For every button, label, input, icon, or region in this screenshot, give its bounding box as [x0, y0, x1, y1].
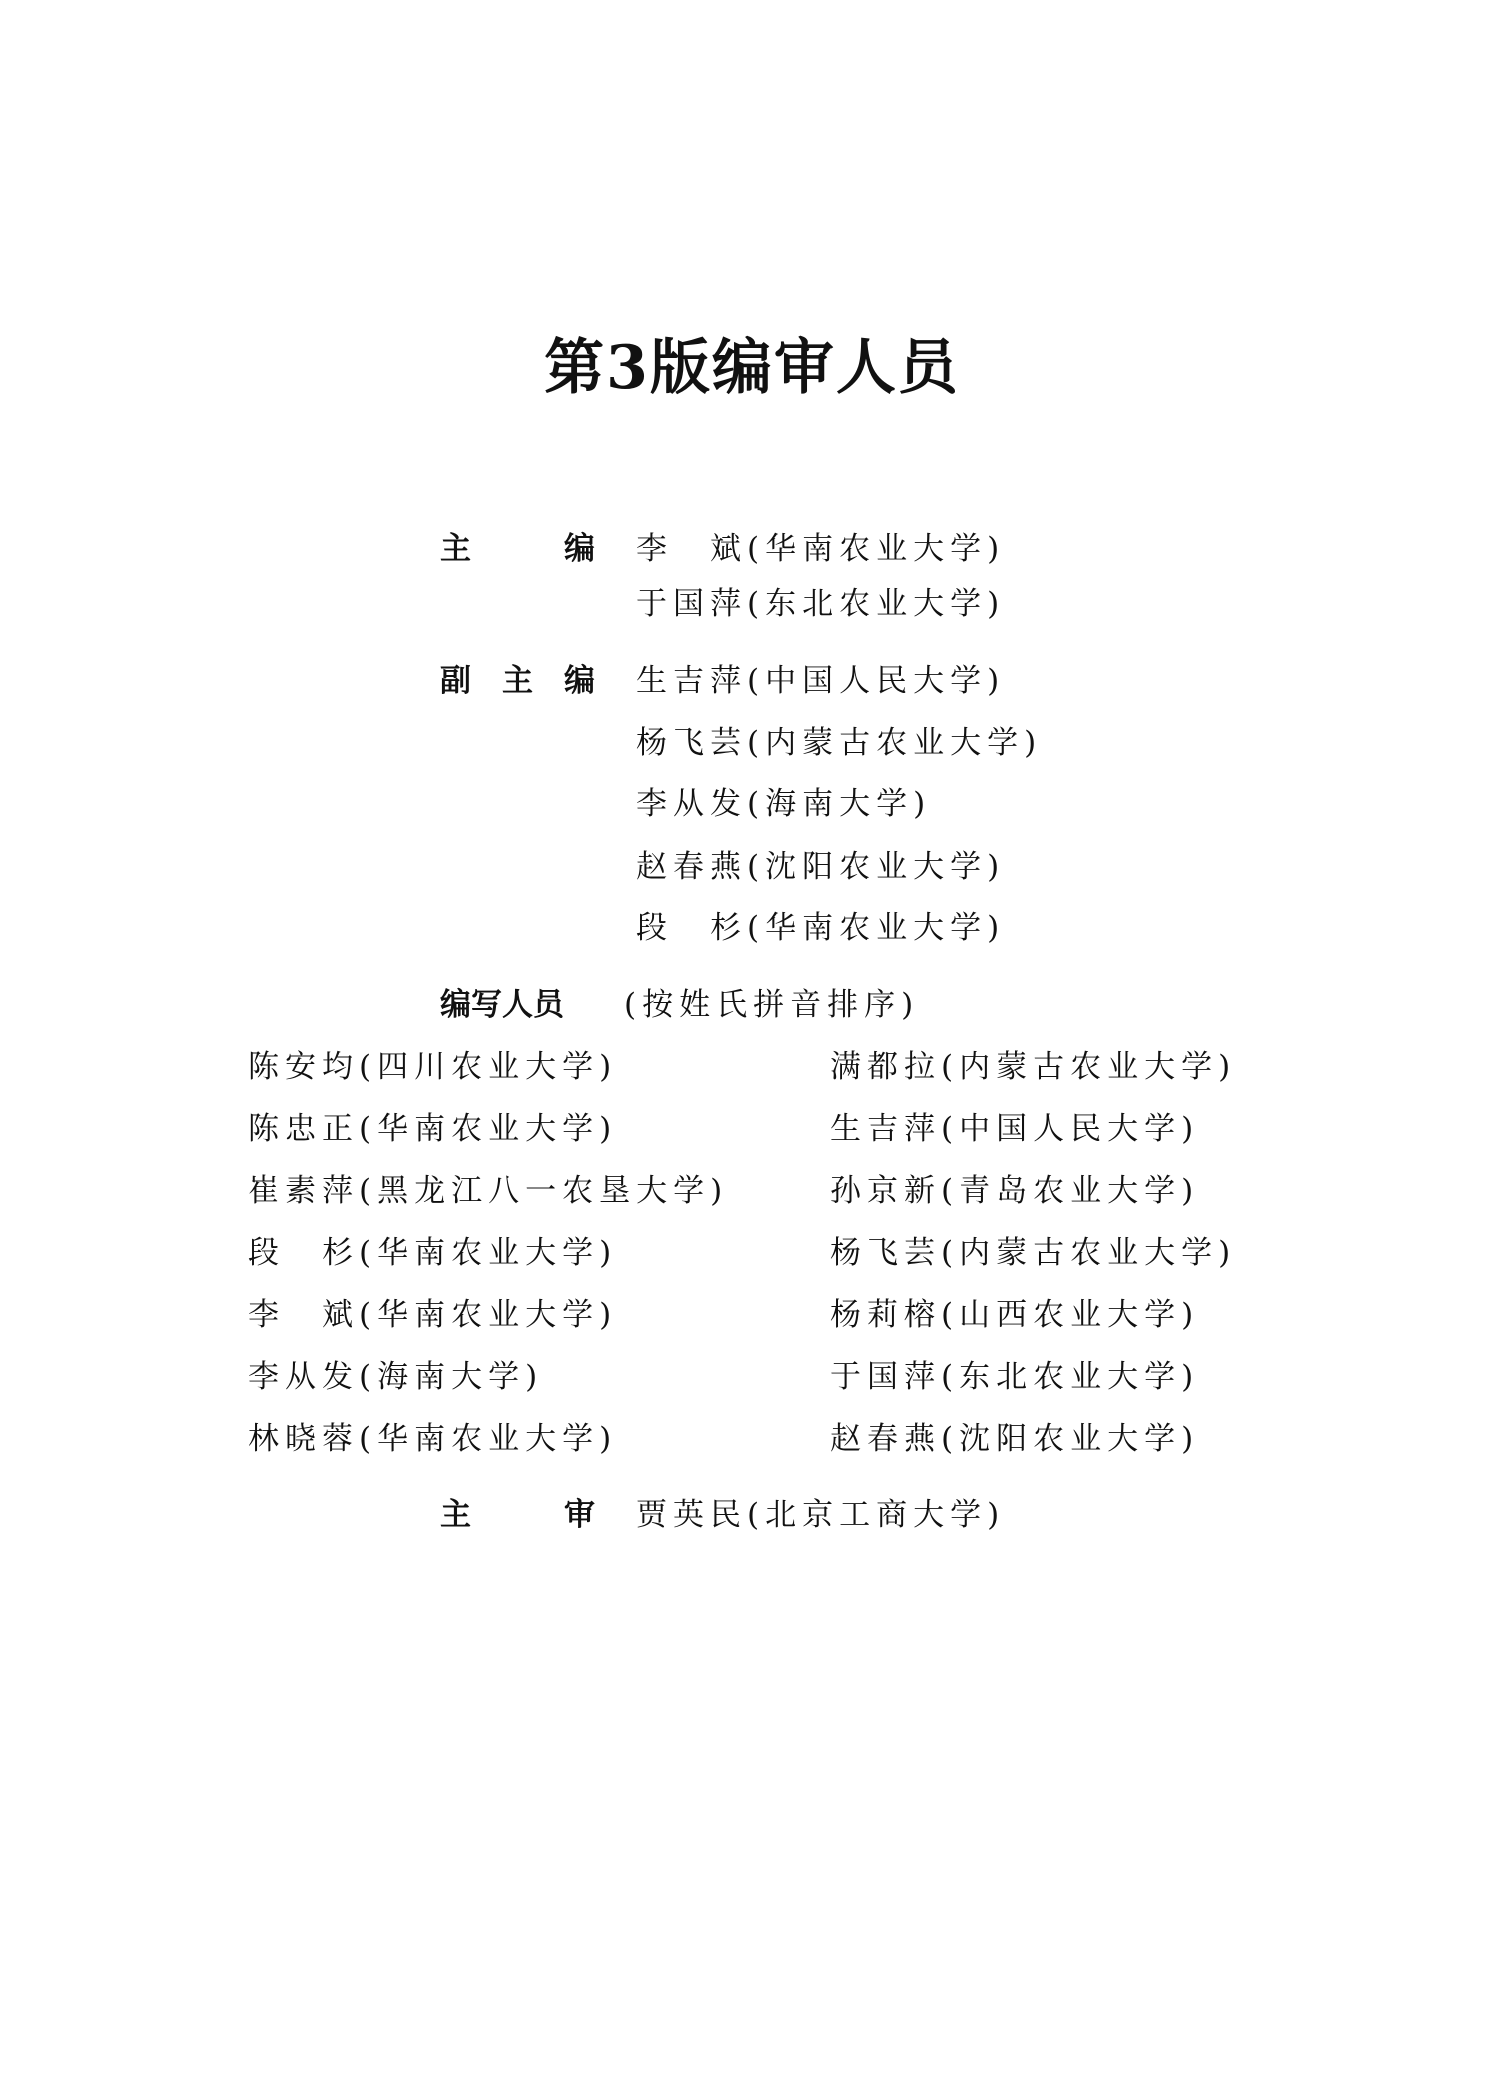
- writer-entry: 杨飞芸(内蒙古农业大学): [830, 1235, 1237, 1271]
- writer-entry: 李从发(海南大学): [248, 1359, 544, 1395]
- chief-reviewer-entry: 贾英民(北京工商大学): [636, 1497, 1006, 1533]
- deputy-editor-entry: 赵春燕(沈阳农业大学): [636, 849, 1006, 885]
- writer-entry: 陈忠正(华南农业大学): [248, 1111, 618, 1147]
- chief-reviewer-label: 主 审: [440, 1497, 595, 1533]
- chief-editor-entry: 于国萍(东北农业大学): [636, 586, 1006, 622]
- deputy-editor-entry: 李从发(海南大学): [636, 786, 932, 822]
- writer-entry: 赵春燕(沈阳农业大学): [830, 1421, 1200, 1457]
- writer-entry: 李 斌(华南农业大学): [248, 1297, 618, 1333]
- writer-entry: 生吉萍(中国人民大学): [830, 1111, 1200, 1147]
- writer-entry: 段 杉(华南农业大学): [248, 1235, 618, 1271]
- writer-entry: 崔素萍(黑龙江八一农垦大学): [248, 1173, 729, 1209]
- writer-entry: 林晓蓉(华南农业大学): [248, 1421, 618, 1457]
- writers-sort-note: (按姓氏拼音排序): [624, 987, 920, 1023]
- writer-entry: 孙京新(青岛农业大学): [830, 1173, 1200, 1209]
- chief-editor-label: 主 编: [440, 531, 595, 567]
- deputy-editor-entry: 杨飞芸(内蒙古农业大学): [636, 725, 1043, 761]
- writer-entry: 陈安均(四川农业大学): [248, 1049, 618, 1085]
- deputy-editor-entry: 生吉萍(中国人民大学): [636, 663, 1006, 699]
- deputy-editor-entry: 段 杉(华南农业大学): [636, 910, 1006, 946]
- writers-label: 编写人员: [440, 987, 564, 1023]
- chief-editor-entry: 李 斌(华南农业大学): [636, 531, 1006, 567]
- writer-entry: 杨莉榕(山西农业大学): [830, 1297, 1200, 1333]
- writer-entry: 满都拉(内蒙古农业大学): [830, 1049, 1237, 1085]
- deputy-editor-label: 副主编: [440, 663, 595, 699]
- page-title: 第3版编审人员: [544, 333, 960, 403]
- writer-entry: 于国萍(东北农业大学): [830, 1359, 1200, 1395]
